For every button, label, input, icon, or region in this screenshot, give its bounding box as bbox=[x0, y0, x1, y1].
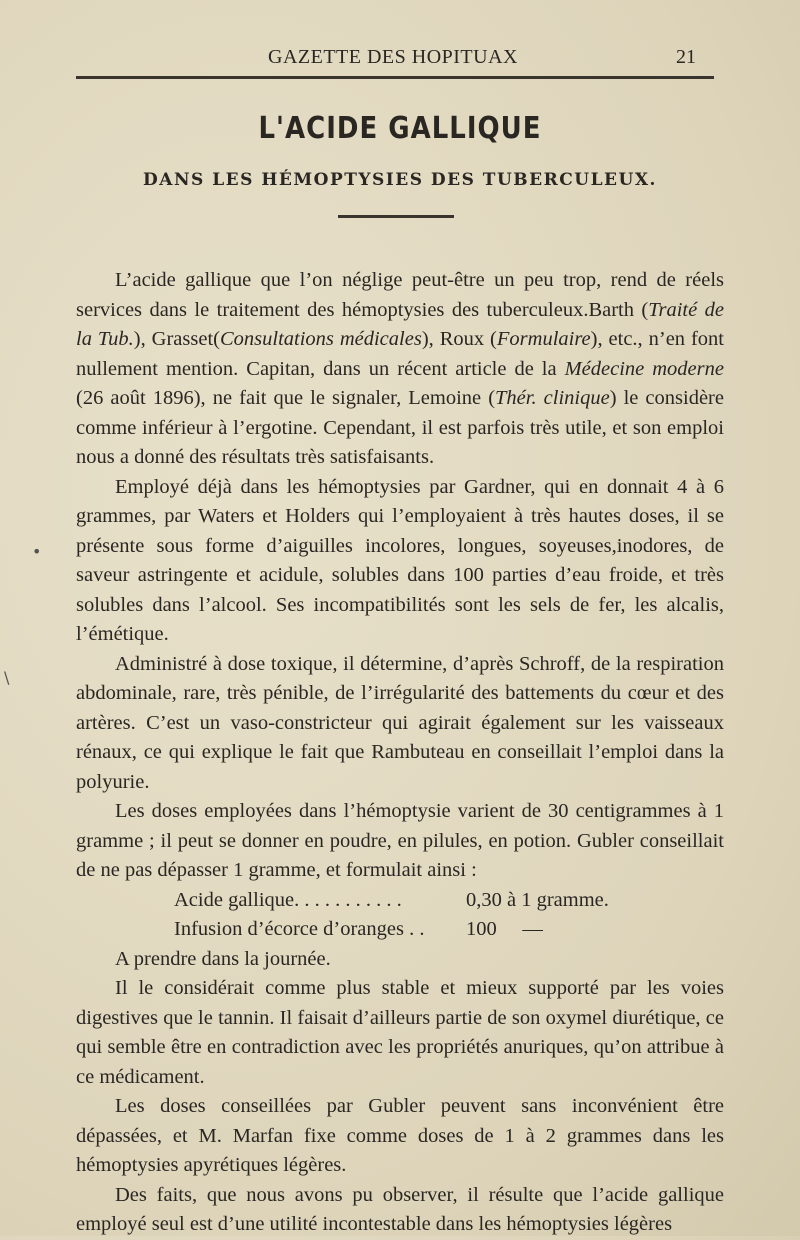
running-title: GAZETTE DES HOPITUAX bbox=[268, 46, 518, 68]
paragraph-6: Il le considérait comme plus stable et mieux supporté par les voies digestives que le tannin. Il faisait d’ailleurs partie de son oxymel diurétique, ce qui semble être en contradiction avec les propriétés anuriques, qu’on attribue à ce médicament. bbox=[76, 977, 724, 1088]
paragraph-4: Les doses employées dans l’hémoptysie varient de 30 centigrammes à 1 gramme ; il peut se donner en poudre, en pilules, en potion. Gubler conseillait de ne pas dépasser 1 gramme, et formulait ainsi : bbox=[76, 800, 724, 881]
recipe-line bbox=[174, 886, 724, 916]
recipe-ingredient: Infusion d’écorce d’oranges . . bbox=[174, 918, 425, 940]
article-subtitle: DANS LES HÉMOPTYSIES DES TUBERCULEUX. bbox=[143, 170, 657, 190]
article-title: L'ACIDE GALLIQUE bbox=[258, 111, 542, 147]
paragraph-2: Employé déjà dans les hémoptysies par Gardner, qui en donnait 4 à 6 grammes, par Waters et Holders qui l’employaient à très hautes doses, il se présente sous forme d’aiguilles incolores, longues, soyeuses,inodores, de saveur astringente et acidule, solubles dans 100 parties d’eau froide, et très solubles dans l’alcool. Ses incompatibilités sont les sels de fer, les alcalis, l’émétique. bbox=[76, 475, 724, 645]
page-number: 21 bbox=[676, 46, 696, 68]
recipe-quantity: 100 — bbox=[466, 918, 543, 940]
article-body bbox=[76, 266, 724, 1240]
recipe bbox=[174, 886, 724, 945]
paragraph-3: Administré à dose toxique, il détermine, d’après Schroff, de la respiration abdominale, rare, très pénible, de l’irrégularité des battements du cœur et des artères. C’est un vaso-constricteur qui agirait également sur les vaisseaux rénaux, ce qui explique le fait que Rambuteau en conseillait l’emploi dans la polyurie. bbox=[76, 652, 724, 793]
margin-mark-dot: • bbox=[32, 542, 42, 561]
recipe-line bbox=[174, 915, 724, 945]
title-rule bbox=[338, 215, 454, 218]
paragraph-7: Les doses conseillées par Gubler peuvent sans inconvénient être dépassées, et M. Marfan fixe comme doses de 1 à 2 grammes dans les hémoptysies apyrétiques légères. bbox=[76, 1095, 724, 1176]
margin-mark-tick: \ bbox=[4, 668, 10, 687]
page-header bbox=[0, 42, 800, 72]
recipe-quantity: 0,30 à 1 gramme. bbox=[466, 888, 609, 911]
paragraph-1: L’acide gallique que l’on néglige peut-être un peu trop, rend de réels services dans le traitement des hémoptysies des tuberculeux.Barth (Traité de la Tub.), Grasset(Consultations médicales), Roux (Formulaire), etc., n’en font nullement mention. Capitan, dans un récent article de la Médecine moderne (26 août 1896), ne fait que le signaler, Lemoine (Thér. clinique) le considère comme inférieur à l’ergotine. Cependant, il est parfois très utile, et son emploi nous a donné des résultats très satisfaisants. bbox=[76, 269, 725, 468]
paragraph-5: A prendre dans la journée. bbox=[115, 947, 331, 970]
paragraph-8: Des faits, que nous avons pu observer, il résulte que l’acide gallique employé seul est d’une utilité incontestable dans les hémoptysies légères bbox=[76, 1183, 724, 1235]
recipe-ingredient: Acide gallique. . . . . . . . . . . bbox=[174, 888, 402, 911]
header-rule bbox=[76, 76, 714, 79]
